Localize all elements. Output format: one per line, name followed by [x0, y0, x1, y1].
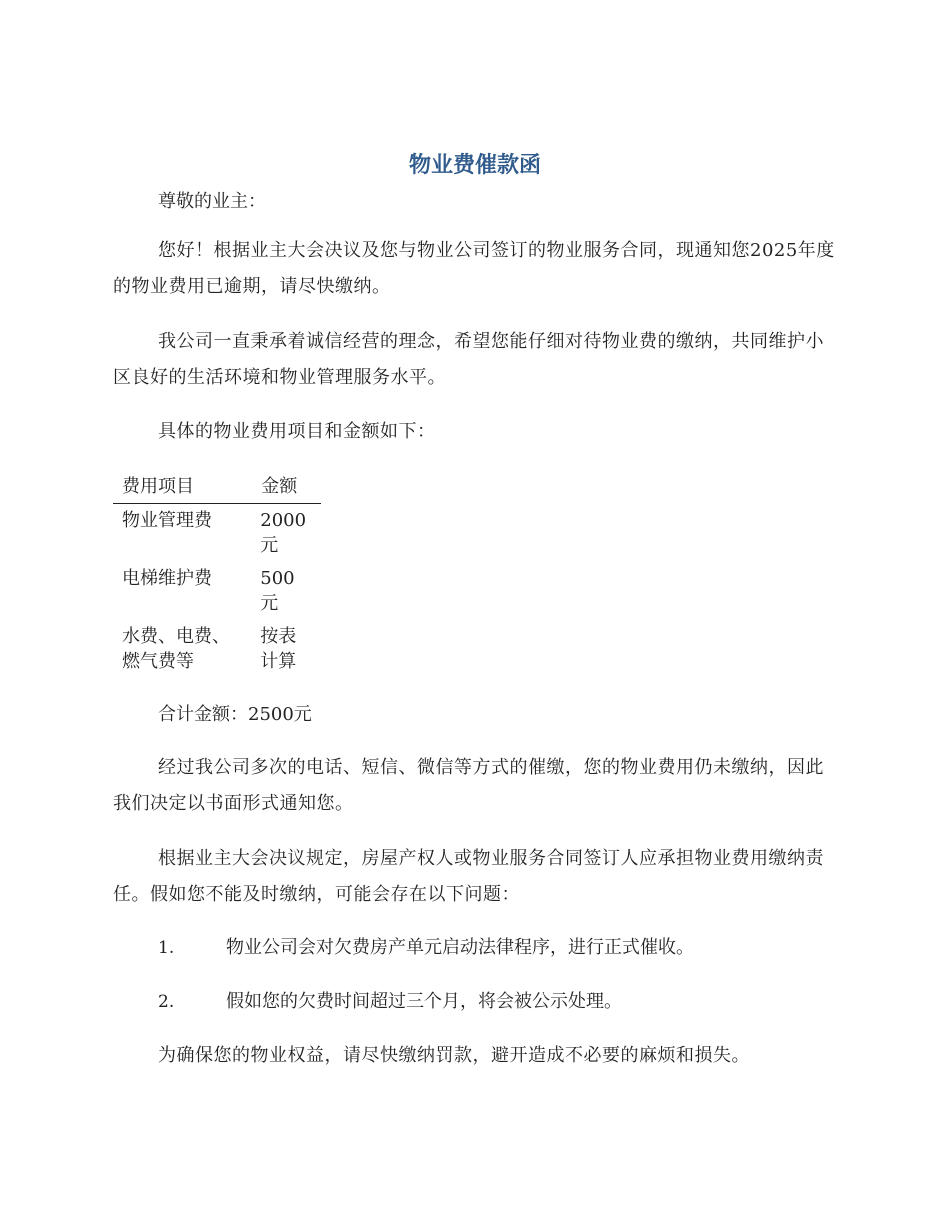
fee-table-header-amount: 金额 [244, 473, 321, 504]
fee-amount-cell: 按表计算 [260, 626, 297, 672]
table-row [113, 504, 321, 563]
fee-table-header-row [113, 473, 321, 504]
fee-item-cell: 水费、电费、燃气费等 [122, 626, 230, 672]
fee-amount-cell: 500元 [260, 568, 295, 614]
paragraph-notice: 您好！根据业主大会决议及您与物业公司签订的物业服务合同，现通知您2025年度的物业费用已逾期，请尽快缴纳。 [113, 240, 835, 297]
document-title: 物业费催款函 [408, 153, 541, 178]
paragraph-closing: 为确保您的物业权益，请尽快缴纳罚款，避开造成不必要的麻烦和损失。 [158, 1045, 750, 1066]
paragraph-reminders: 经过我公司多次的电话、短信、微信等方式的催缴，您的物业费用仍未缴纳，因此我们决定以书面形式通知您。 [113, 757, 824, 814]
list-text: 假如您的欠费时间超过三个月，将会被公示处理。 [226, 991, 622, 1012]
list-text: 物业公司会对欠费房产单元启动法律程序，进行正式催收。 [226, 937, 694, 958]
fee-amount-cell: 2000元 [260, 510, 307, 556]
table-row [113, 620, 321, 678]
total-amount: 合计金额：2500元 [158, 704, 312, 725]
table-row [113, 562, 321, 620]
salutation: 尊敬的业主： [158, 191, 266, 212]
paragraph-consequences: 根据业主大会决议规定，房屋产权人或物业服务合同签订人应承担物业费用缴纳责任。假如您不能及时缴纳，可能会存在以下问题： [113, 848, 824, 905]
fee-item-cell: 物业管理费 [122, 510, 212, 531]
fee-item-cell: 电梯维护费 [122, 568, 212, 589]
paragraph-fee-intro: 具体的物业费用项目和金额如下： [158, 421, 436, 442]
fee-table [113, 473, 321, 678]
list-number: 1. [158, 938, 175, 958]
paragraph-philosophy: 我公司一直秉承着诚信经营的理念，希望您能仔细对待物业费的缴纳，共同维护小区良好的生活环境和物业管理服务水平。 [113, 331, 824, 388]
fee-table-header-item: 费用项目 [113, 473, 244, 504]
list-number: 2. [158, 992, 175, 1012]
